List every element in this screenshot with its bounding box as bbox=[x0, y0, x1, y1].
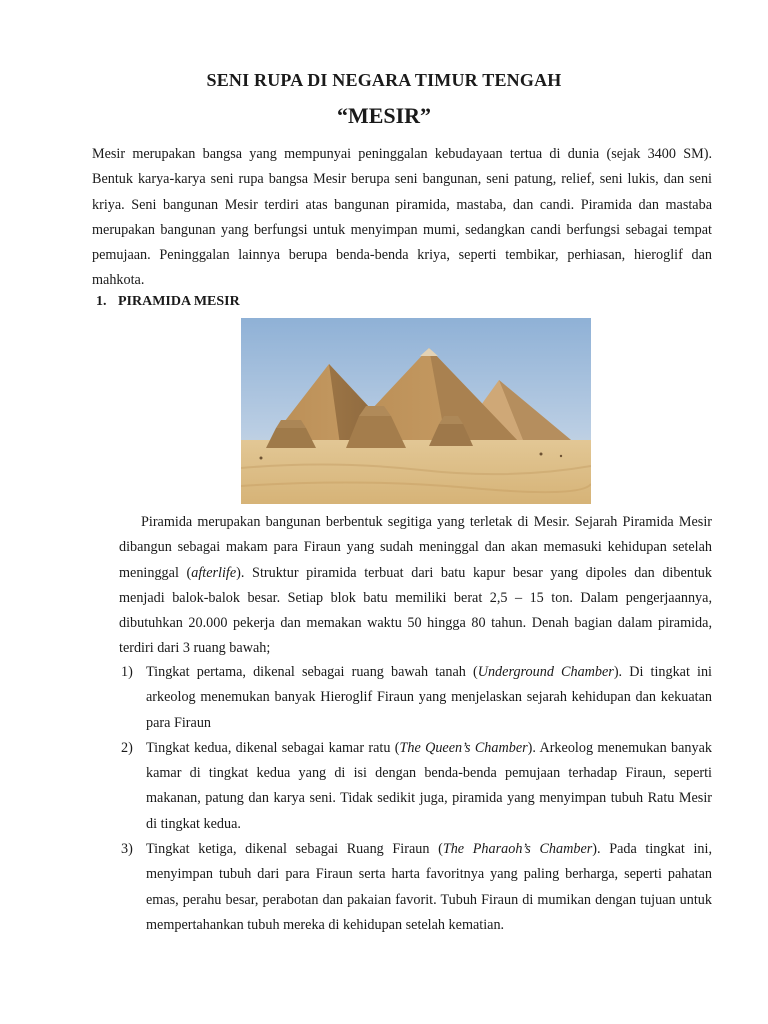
document-title: SENI RUPA DI NEGARA TIMUR TENGAH bbox=[206, 70, 562, 90]
section-title: PIRAMIDA MESIR bbox=[118, 294, 240, 309]
chamber-list bbox=[119, 660, 712, 938]
paragraph-italic: afterlife bbox=[191, 564, 237, 581]
list-item bbox=[119, 837, 712, 938]
list-text: Tingkat ketiga, dikenal sebagai Ruang Firaun ( bbox=[146, 841, 443, 858]
list-marker: 3) bbox=[121, 841, 133, 858]
list-item bbox=[119, 660, 712, 736]
list-marker: 2) bbox=[121, 739, 133, 756]
intro-paragraph: Mesir merupakan bangsa yang mempunyai peninggalan kebudayaan tertua di dunia (sejak 3400 SM). Bentuk karya-karya seni rupa bangsa Mesir berupa seni bangunan, seni patung, relief, seni lukis, dan seni kriya. Seni bangunan Mesir terdiri atas bangunan piramida, mastaba, dan candi. Piramida dan mastaba merupakan bangunan yang berfungsi untuk menyimpan mumi, sedangkan candi berfungsi sebagai tempat pemujaan. Peninggalan lainnya berupa benda-benda kriya, seperti tembikar, perhiasan, hieroglif dan mahkota. bbox=[92, 146, 712, 289]
list-item bbox=[119, 736, 712, 837]
list-text: Tingkat kedua, dikenal sebagai kamar ratu ( bbox=[146, 739, 400, 756]
list-italic: The Queen’s Chamber bbox=[399, 739, 528, 756]
list-marker: 1) bbox=[121, 664, 133, 680]
list-text: Tingkat pertama, dikenal sebagai ruang bawah tanah ( bbox=[146, 664, 478, 680]
list-italic: The Pharaoh’s Chamber bbox=[442, 841, 593, 858]
list-text: ). Arkeolog menemukan banyak kamar di tingkat kedua yang di isi dengan benda-benda pemujaan terhadap Firaun, seperti makanan, patung dan karya seni. Tidak sedikit juga, piramida yang menyimpan tubuh Ratu Mesir di tingkat kedua. bbox=[146, 739, 712, 832]
list-text: ). Di tingkat ini arkeolog menemukan banyak Hieroglif Firaun yang menjelaskan sejarah kehidupan dan kekuatan para Firaun bbox=[146, 664, 712, 731]
pyramid-description bbox=[119, 510, 712, 662]
pyramids-photo bbox=[241, 318, 591, 504]
section-number: 1. bbox=[96, 294, 107, 309]
paragraph-text-2: ). Struktur piramida terbuat dari batu kapur besar yang dipoles dan dibentuk menjadi balok-balok besar. Setiap blok batu memiliki berat 2,5 – 15 ton. Dalam pengerjaannya, dibutuhkan 20.000 pekerja dan memakan waktu 50 hingga 80 tahun. Denah bagian dalam piramida, terdiri dari 3 ruang bawah; bbox=[119, 564, 712, 657]
paragraph-text-1: Piramida merupakan bangunan berbentuk segitiga yang terletak di Mesir. Sejarah Piramida Mesir dibangun sebagai makam para Firaun yang sudah meninggal dan akan memasuki kehidupan setelah meninggal ( bbox=[119, 514, 712, 581]
section-heading bbox=[96, 294, 240, 310]
list-text: ). Pada tingkat ini, menyimpan tubuh dari para Firaun serta harta favoritnya yang paling berharga, seperti pahatan emas, perahu besar, perabotan dan pakaian favorit. Tubuh Firaun di mumikan dengan tujuan untuk mempertahankan tubuh mereka di kehidupan setelah kematian. bbox=[146, 841, 712, 933]
document-subtitle: “MESIR” bbox=[336, 103, 432, 128]
list-italic: Underground Chamber bbox=[477, 664, 614, 680]
